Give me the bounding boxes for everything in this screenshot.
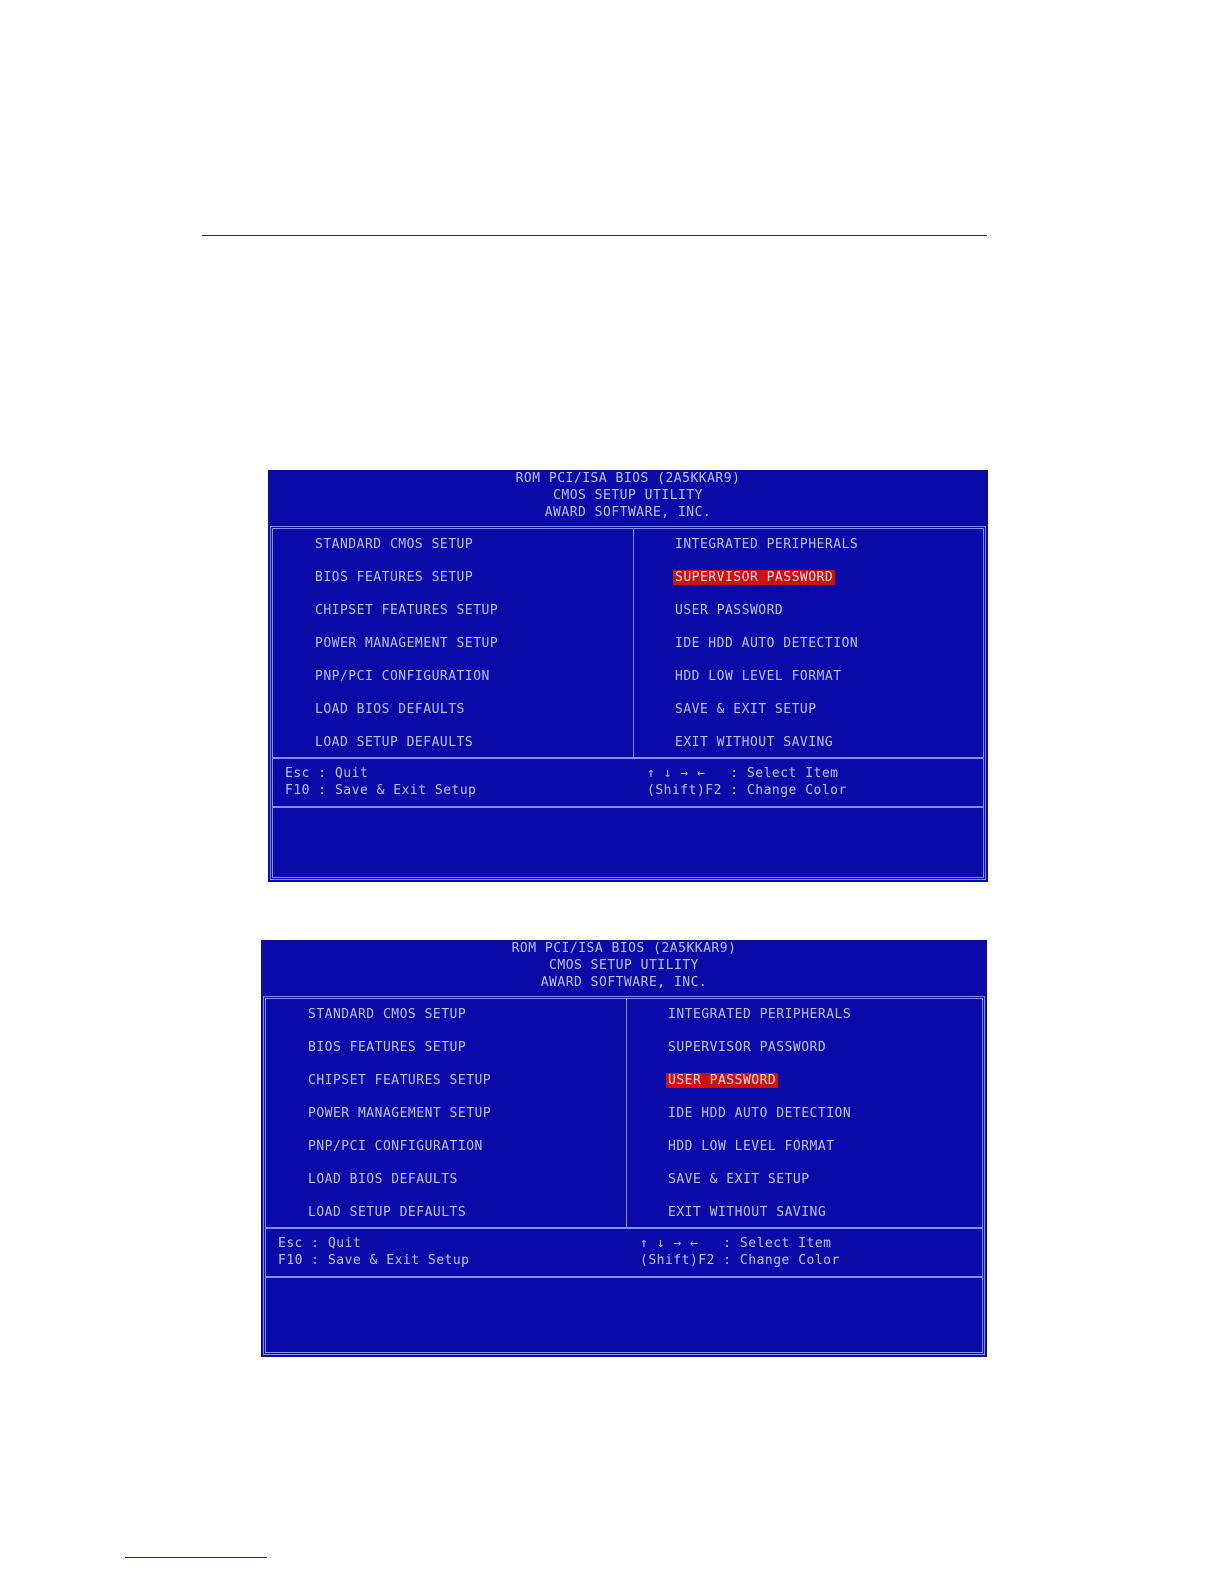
key-help-right [647, 765, 847, 799]
menu-item-ide-hdd-auto-detection[interactable] [666, 1104, 853, 1137]
bios-menu [266, 999, 982, 1227]
menu-divider [626, 999, 627, 1227]
menu-item-label: BIOS FEATURES SETUP [308, 1040, 467, 1055]
menu-left-column [313, 535, 500, 766]
divider [266, 1276, 982, 1278]
menu-item-hdd-low-level-format[interactable] [666, 1137, 853, 1170]
menu-item-label: LOAD SETUP DEFAULTS [308, 1205, 467, 1220]
menu-item-load-bios-defaults[interactable] [313, 700, 500, 733]
bios-header-line: CMOS SETUP UTILITY [553, 488, 703, 503]
menu-item-standard-cmos-setup[interactable] [306, 1005, 493, 1038]
bios-header-line: CMOS SETUP UTILITY [549, 958, 699, 973]
menu-item-label: IDE HDD AUTO DETECTION [668, 1106, 852, 1121]
status-area [266, 1279, 982, 1352]
menu-item-user-password[interactable] [673, 601, 860, 634]
menu-item-supervisor-password[interactable] [673, 568, 860, 601]
divider [266, 1227, 982, 1229]
key-help-left [285, 765, 477, 799]
bios-screen-user-password [261, 940, 987, 1357]
key-help-left [278, 1235, 470, 1269]
key-help-f10: F10 : Save & Exit Setup [285, 783, 477, 798]
menu-item-load-setup-defaults[interactable] [313, 733, 500, 766]
menu-item-ide-hdd-auto-detection[interactable] [673, 634, 860, 667]
menu-right-column [673, 535, 860, 766]
bios-header-line: ROM PCI/ISA BIOS (2A5KKAR9) [511, 941, 737, 956]
menu-item-label: SAVE & EXIT SETUP [668, 1172, 810, 1187]
bios-screen-supervisor-password [268, 470, 988, 882]
key-help-right [640, 1235, 840, 1269]
menu-right-column [666, 1005, 853, 1236]
menu-item-label: SUPERVISOR PASSWORD [675, 570, 834, 585]
menu-item-label: INTEGRATED PERIPHERALS [668, 1007, 852, 1022]
menu-item-pnp-pci-configuration[interactable] [313, 667, 500, 700]
bios-header [261, 940, 987, 996]
menu-item-pnp-pci-configuration[interactable] [306, 1137, 493, 1170]
status-area [273, 809, 983, 877]
bios-frame [263, 996, 985, 1355]
menu-item-label: EXIT WITHOUT SAVING [668, 1205, 827, 1220]
menu-item-label: LOAD BIOS DEFAULTS [315, 702, 465, 717]
menu-item-label: LOAD BIOS DEFAULTS [308, 1172, 458, 1187]
menu-item-label: USER PASSWORD [675, 603, 784, 618]
menu-item-label: SUPERVISOR PASSWORD [668, 1040, 827, 1055]
menu-item-load-setup-defaults[interactable] [306, 1203, 493, 1236]
menu-item-label: USER PASSWORD [668, 1073, 777, 1088]
menu-item-label: CHIPSET FEATURES SETUP [308, 1073, 492, 1088]
menu-item-chipset-features-setup[interactable] [313, 601, 500, 634]
menu-item-exit-without-saving[interactable] [666, 1203, 853, 1236]
footnote-rule [125, 1557, 267, 1558]
key-help-f10: F10 : Save & Exit Setup [278, 1253, 470, 1268]
bios-frame [270, 526, 986, 880]
menu-item-save-exit-setup[interactable] [666, 1170, 853, 1203]
menu-item-integrated-peripherals[interactable] [666, 1005, 853, 1038]
menu-item-supervisor-password[interactable] [666, 1038, 853, 1071]
menu-divider [633, 529, 634, 757]
divider [273, 757, 983, 759]
divider [273, 806, 983, 808]
key-help-shift-f2: (Shift)F2 : Change Color [640, 1253, 840, 1268]
menu-item-chipset-features-setup[interactable] [306, 1071, 493, 1104]
key-help-esc: Esc : Quit [285, 766, 369, 781]
menu-item-label: CHIPSET FEATURES SETUP [315, 603, 499, 618]
menu-left-column [306, 1005, 493, 1236]
key-help-arrows: ↑ ↓ → ← : Select Item [647, 766, 839, 781]
menu-item-label: PNP/PCI CONFIGURATION [308, 1139, 483, 1154]
menu-item-exit-without-saving[interactable] [673, 733, 860, 766]
menu-item-label: SAVE & EXIT SETUP [675, 702, 817, 717]
menu-item-bios-features-setup[interactable] [313, 568, 500, 601]
menu-item-label: IDE HDD AUTO DETECTION [675, 636, 859, 651]
menu-item-save-exit-setup[interactable] [673, 700, 860, 733]
bios-header-line: AWARD SOFTWARE, INC. [544, 505, 712, 520]
key-help-shift-f2: (Shift)F2 : Change Color [647, 783, 847, 798]
menu-item-user-password[interactable] [666, 1071, 853, 1104]
menu-item-integrated-peripherals[interactable] [673, 535, 860, 568]
bios-menu [273, 529, 983, 757]
menu-item-label: PNP/PCI CONFIGURATION [315, 669, 490, 684]
key-help-arrows: ↑ ↓ → ← : Select Item [640, 1236, 832, 1251]
menu-item-power-management-setup[interactable] [306, 1104, 493, 1137]
menu-item-bios-features-setup[interactable] [306, 1038, 493, 1071]
menu-item-label: POWER MANAGEMENT SETUP [315, 636, 499, 651]
bios-header [268, 470, 988, 526]
menu-item-label: HDD LOW LEVEL FORMAT [668, 1139, 835, 1154]
menu-item-hdd-low-level-format[interactable] [673, 667, 860, 700]
menu-item-label: POWER MANAGEMENT SETUP [308, 1106, 492, 1121]
menu-item-label: EXIT WITHOUT SAVING [675, 735, 834, 750]
menu-item-label: BIOS FEATURES SETUP [315, 570, 474, 585]
bios-header-line: ROM PCI/ISA BIOS (2A5KKAR9) [515, 471, 741, 486]
page-top-rule [202, 235, 987, 236]
menu-item-label: LOAD SETUP DEFAULTS [315, 735, 474, 750]
menu-item-power-management-setup[interactable] [313, 634, 500, 667]
menu-item-label: STANDARD CMOS SETUP [315, 537, 474, 552]
menu-item-label: INTEGRATED PERIPHERALS [675, 537, 859, 552]
key-help-esc: Esc : Quit [278, 1236, 362, 1251]
menu-item-standard-cmos-setup[interactable] [313, 535, 500, 568]
menu-item-label: STANDARD CMOS SETUP [308, 1007, 467, 1022]
menu-item-load-bios-defaults[interactable] [306, 1170, 493, 1203]
menu-item-label: HDD LOW LEVEL FORMAT [675, 669, 842, 684]
bios-header-line: AWARD SOFTWARE, INC. [540, 975, 708, 990]
